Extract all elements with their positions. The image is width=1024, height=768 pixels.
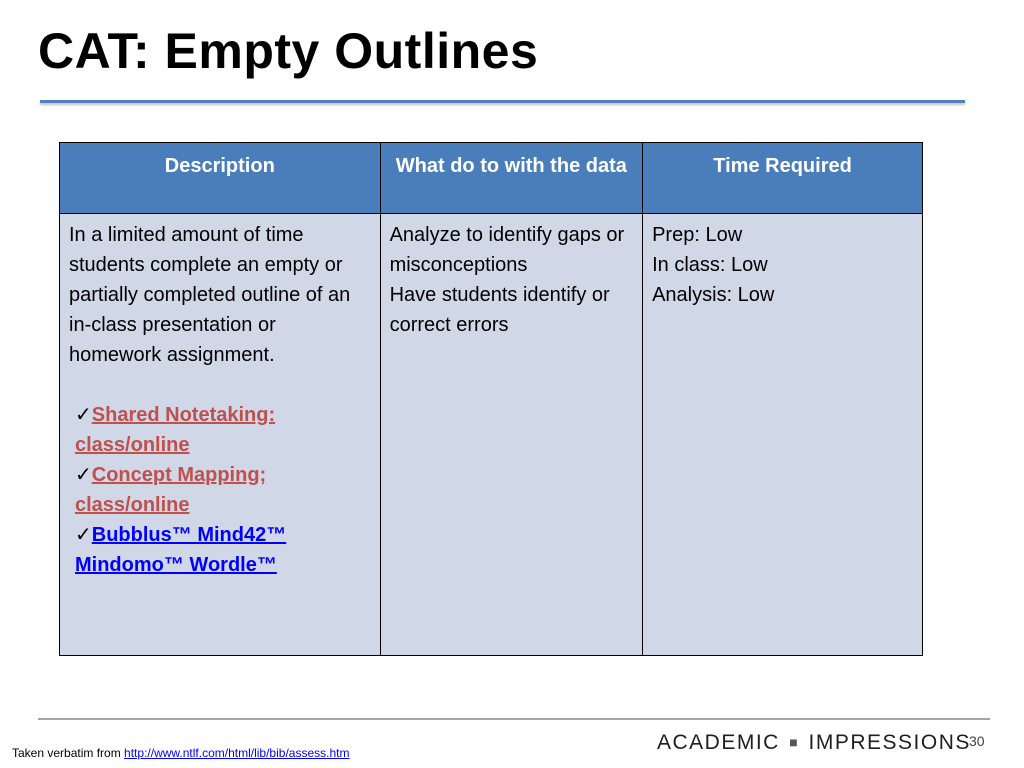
- header-what-to-do: What do to with the data: [380, 143, 643, 214]
- check-icon: ✓: [75, 464, 92, 486]
- table-header-row: [60, 143, 923, 214]
- description-text: In a limited amount of time students complete an empty or partially completed outline of an in-class presentation or homework assignment.: [69, 224, 351, 366]
- cell-description: [60, 214, 381, 656]
- source-prefix: Taken verbatim from: [12, 746, 125, 760]
- list-item: [75, 520, 371, 580]
- time-prep: Prep: Low: [652, 224, 743, 246]
- title-divider: [40, 100, 965, 103]
- cat-table: [59, 142, 923, 656]
- check-icon: ✓: [75, 524, 92, 546]
- what-to-do-line-1: Analyze to identify gaps or misconceptions: [389, 224, 625, 276]
- source-link[interactable]: http://www.ntlf.com/html/lib/bib/assess.htm: [124, 746, 350, 760]
- table-row: [60, 214, 923, 656]
- concept-mapping-link[interactable]: Concept Mapping; class/online: [75, 464, 267, 516]
- logo-separator: ■: [789, 734, 800, 750]
- page-number: 30: [969, 733, 985, 749]
- logo-word-right: IMPRESSIONS: [808, 731, 971, 754]
- header-time-required: Time Required: [643, 143, 923, 214]
- what-to-do-line-2: Have students identify or correct errors: [389, 284, 610, 336]
- cell-what-to-do: [380, 214, 643, 656]
- cell-time-required: [643, 214, 923, 656]
- tools-link[interactable]: Bubblus™ Mind42™ Mindomo™ Wordle™: [75, 524, 287, 576]
- source-note: [12, 746, 349, 760]
- academic-impressions-logo: [657, 731, 971, 755]
- header-description: Description: [60, 143, 381, 214]
- time-in-class: In class: Low: [652, 254, 768, 276]
- time-analysis: Analysis: Low: [652, 284, 775, 306]
- related-links-list: [69, 400, 371, 580]
- spacer: [69, 370, 371, 400]
- slide-title: CAT: Empty Outlines: [38, 23, 539, 79]
- list-item: [75, 460, 371, 520]
- footer-divider: [38, 718, 990, 720]
- check-icon: ✓: [75, 404, 92, 426]
- logo-word-left: ACADEMIC: [657, 731, 780, 754]
- list-item: [75, 400, 371, 460]
- shared-notetaking-link[interactable]: Shared Notetaking: class/online: [75, 404, 276, 456]
